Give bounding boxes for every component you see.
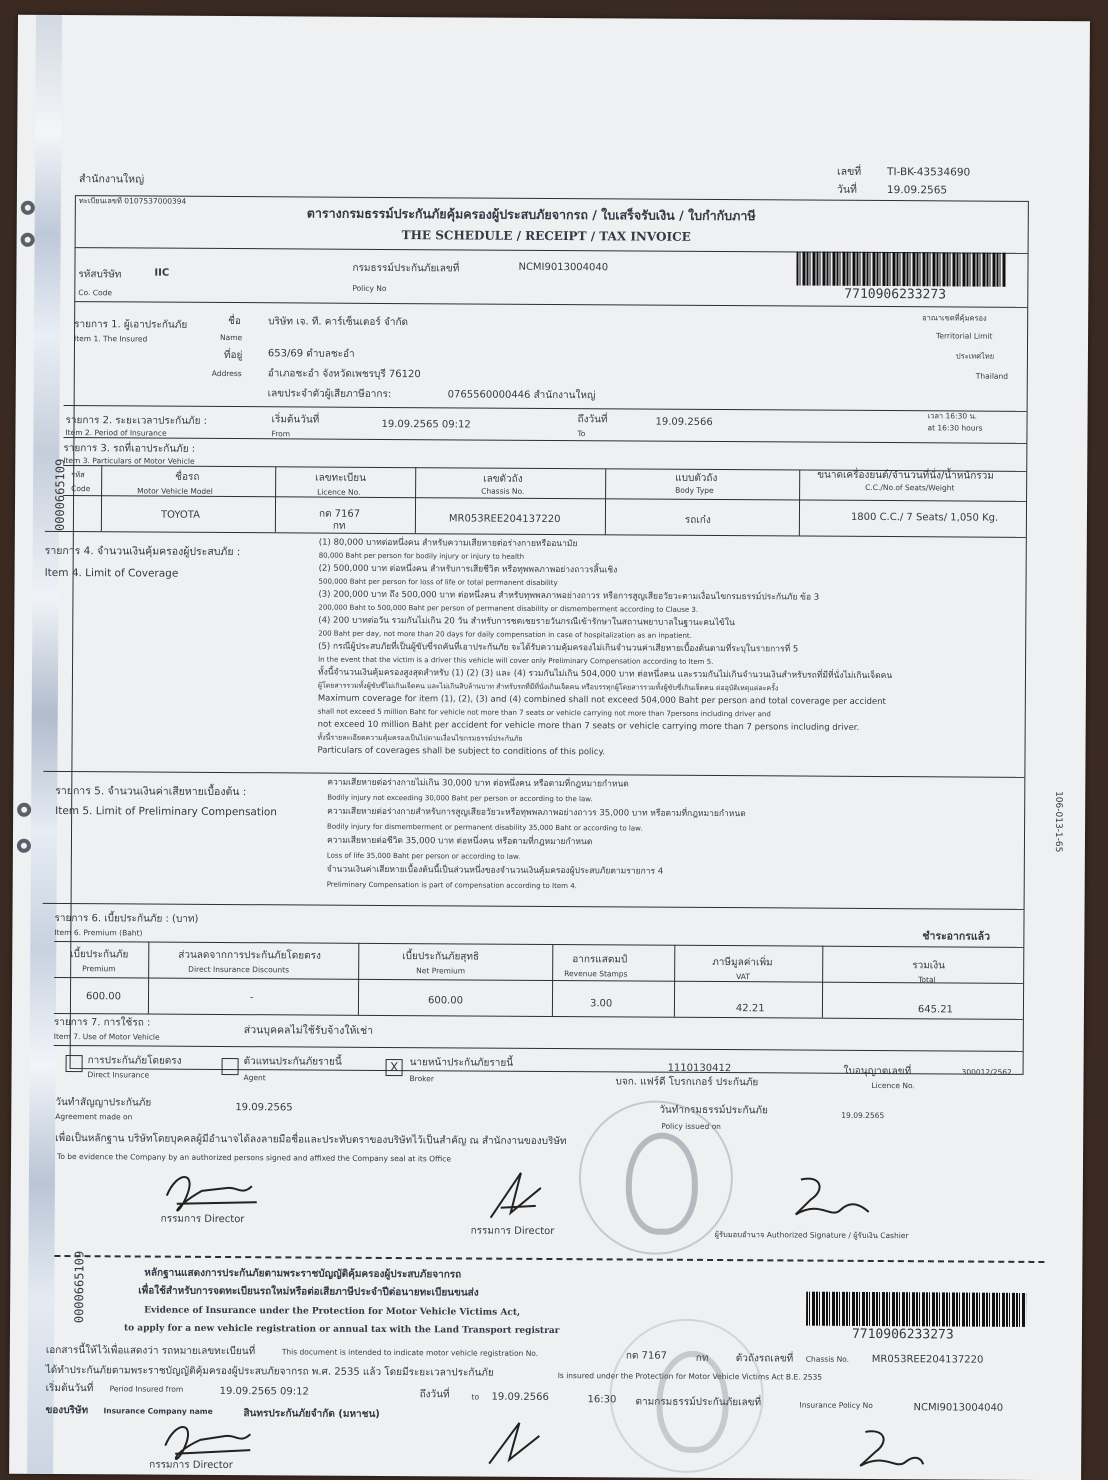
- perforation-hole: [17, 803, 31, 817]
- terms-line: 80,000 Baht per person for bodily injury or injury to health: [318, 551, 525, 561]
- name-label-en: Name: [220, 332, 243, 343]
- premium-value: 600.00: [85, 991, 122, 1003]
- stub-barcode-number: 7710906233273: [851, 1326, 954, 1343]
- vat-value: 42.21: [735, 1003, 765, 1015]
- agent-checkbox[interactable]: [222, 1058, 239, 1075]
- terms-line: ความเสียหายต่อร่างกายสำหรับการสูญเสียอวัยวะหรือทุพพลภาพอย่างถาวร 35,000 บาท หรือตามที่กฎหมายกำหนด: [327, 806, 746, 820]
- terms-line: (4) 200 บาทต่อวัน รวมกันไม่เกิน 20 วัน สำหรับการชดเชยรายวันกรณีเข้ารักษาในสถานพยาบาลในฐานะคนไข้ใน: [318, 615, 735, 629]
- serial-vertical-top: 0000665109: [52, 458, 68, 532]
- director-label-1: กรรมการ Director: [160, 1213, 245, 1226]
- tax-id-label: เลขประจำตัวผู้เสียภาษีอากร:: [267, 388, 392, 401]
- preliminary-item-label-en: Item 5. Limit of Preliminary Compensation: [55, 804, 278, 819]
- vehicle-header-licence-en: Licence No.: [317, 487, 361, 497]
- terms-line: จำนวนเงินค่าเสียหายเบื้องต้นนี้เป็นส่วนหนึ่งของจำนวนเงินคุ้มครองผู้ประสบภัยตามรายการ 4: [326, 864, 664, 877]
- vehicle-chassis: MR053REE204137220: [448, 513, 561, 526]
- period-to: 19.09.2566: [655, 416, 713, 428]
- broker-label: นายหน้าประกันภัยรายนี้: [409, 1057, 514, 1069]
- vehicle-header-chassis: เลขตัวถัง: [483, 473, 523, 485]
- tax-id: 0765560000446 สำนักงานใหญ่: [447, 389, 596, 402]
- address-label: ที่อยู่: [223, 349, 243, 362]
- usage-item-label: รายการ 7. การใช้รถ :: [53, 1016, 151, 1029]
- stub-director-signature: [155, 1416, 255, 1463]
- country-en: Thailand: [975, 371, 1009, 381]
- address-label-en: Address: [211, 368, 242, 379]
- stub-title-en-2: to apply for a new vehicle registration or annual tax with the Land Transport registrar: [123, 1323, 560, 1337]
- usage-value: ส่วนบุคคลไม่ใช้รับจ้างให้เช่า: [243, 1024, 374, 1037]
- broker-label-en: Broker: [409, 1074, 434, 1084]
- total-value: 645.21: [917, 1004, 953, 1016]
- broker-name: บจก. แฟร์ดี โบรกเกอร์ ประกันภัย: [615, 1076, 759, 1089]
- terms-line: (5) กรณีผู้ประสบภัยที่เป็นผู้ขับขี่รถคันที่เอาประกันภัย จะได้รับความคุ้มครองไม่เกินจำนวนค่าเสียหายเบื้องต้นตามที่ระบุในรายการที่ 5: [318, 641, 799, 655]
- stub-from: 19.09.2565 09:12: [219, 1385, 309, 1398]
- period-from-label: เริ่มต้นวันที่: [271, 414, 320, 426]
- issued-date: 19.09.2565: [841, 1110, 885, 1121]
- vehicle-header-engine: ขนาดเครื่องยนต์/จำนวนที่นั่ง/น้ำหนักรวม: [817, 469, 994, 482]
- title-thai: ตารางกรมธรรม์ประกันภัยคุ้มครองผู้ประสบภัยจากรถ / ใบเสร็จรับเงิน / ใบกำกับภาษี: [306, 205, 756, 224]
- period-item-label-en: Item 2. Period of Insurance: [65, 428, 167, 438]
- terms-line: Preliminary Compensation is part of compensation according to Item 4.: [326, 880, 577, 890]
- discount-value: -: [249, 992, 254, 1004]
- vat-header-en: VAT: [736, 972, 750, 982]
- terms-line: (3) 200,000 บาท ถึง 500,000 บาท ต่อหนึ่งคน สำหรับทุพพลภาพอย่างถาวร หรือการสูญเสียอวัยวะตามเงื่อนไขกรมธรรม์ประกันภัย ข้อ 3: [318, 589, 820, 603]
- territory-label: อาณาเขตที่คุ้มครอง: [922, 313, 987, 323]
- vat-header: ภาษีมูลค่าเพิ่ม: [712, 956, 773, 969]
- vehicle-header-chassis-en: Chassis No.: [481, 486, 525, 496]
- stamps-header: อากรแสตมป์: [572, 954, 628, 966]
- terms-line: Maximum coverage for item (1), (2), (3) and (4) combined shall not exceed 504,000 Baht per person and total coverage per accident: [317, 693, 886, 708]
- agreement-date: 19.09.2565: [235, 1102, 293, 1114]
- stub-to-time: 16:30: [587, 1394, 617, 1406]
- period-to-label: ถึงวันที่: [577, 414, 608, 426]
- terms-line: (2) 500,000 บาท ต่อหนึ่งคน สำหรับการเสียชีวิต หรือทุพพลภาพอย่างถาวรสิ้นเชิง: [318, 563, 618, 576]
- agreement-date-label: วันทำสัญญาประกันภัย: [55, 1096, 152, 1109]
- vehicle-header-body-en: Body Type: [675, 485, 714, 495]
- head-office-label: สำนักงานใหญ่: [78, 173, 145, 186]
- period-from: 19.09.2565 09:12: [381, 418, 471, 431]
- stub-policy-label-en: Insurance Policy No: [799, 1400, 873, 1410]
- paid-stamp-text: ชำระอากรแล้ว: [922, 930, 991, 943]
- stub-cashier-signature: [845, 1424, 925, 1472]
- direct-insurance-checkbox[interactable]: [66, 1055, 83, 1072]
- address-line-2: อำเภอชะอำ จังหวัดเพชรบุรี 76120: [267, 368, 421, 381]
- director-signature-2: [481, 1168, 551, 1224]
- stub-director-label: กรรมการ Director: [149, 1459, 233, 1472]
- vehicle-header-model: ชื่อรถ: [175, 471, 200, 483]
- policy-label-en: Policy No: [352, 283, 387, 293]
- stub-to-label: ถึงวันที่: [419, 1389, 450, 1401]
- company-seal: [578, 1100, 733, 1255]
- evidence-text: เพื่อเป็นหลักฐาน บริษัทโดยบุคคลผู้มีอำนาจได้ลงลายมือชื่อและประทับตราของบริษัทไว้เป็นสำคัญ ณ สำนักงานของบริษัท: [55, 1132, 567, 1148]
- perforation-hole: [21, 233, 35, 247]
- total-header: รวมเงิน: [912, 960, 945, 972]
- vehicle-code-label-en: Code: [71, 484, 91, 494]
- discount-header-en: Direct Insurance Discounts: [188, 964, 290, 975]
- vehicle-body: รถเก๋ง: [684, 514, 711, 526]
- terms-line: 500,000 Baht per person for loss of life or total permanent disability: [318, 577, 558, 588]
- policy-label: กรมธรรม์ประกันภัยเลขที่: [352, 262, 460, 275]
- usage-item-label-en: Item 7. Use of Motor Vehicle: [53, 1031, 160, 1042]
- stub-title-thai-1: หลักฐานแสดงการประกันภัยตามพระราชบัญญัติคุ้มครองผู้ประสบภัยจากรถ: [144, 1267, 462, 1281]
- broker-code: 1110130412: [667, 1062, 732, 1075]
- doc-date: 19.09.2565: [886, 184, 948, 197]
- stub-title-en-1: Evidence of Insurance under the Protection for Motor Vehicle Victims Act,: [144, 1305, 521, 1318]
- stub-serial-vertical: 0000665109: [72, 1250, 87, 1324]
- vehicle-item-label: รายการ 3. รถที่เอาประกันภัย :: [63, 443, 196, 455]
- address-line-1: 653/69 ตำบลชะอำ: [267, 348, 355, 360]
- premium-header: เบี้ยประกันภัย: [70, 949, 129, 961]
- terms-line: 200,000 Baht to 500,000 Baht per person of permanent disability or dismemberment according to Clause 3.: [318, 603, 699, 614]
- stub-policy: NCMI9013004040: [913, 1402, 1004, 1414]
- country: ประเทศไทย: [955, 351, 995, 361]
- form-code-vertical: 106-013-1-65: [1052, 791, 1064, 853]
- stub-company-label-en: Insurance Company name: [103, 1406, 213, 1416]
- stub-line2: ได้ทำประกันภัยตามพระราชบัญญัติคุ้มครองผู้ประสบภัยจากรถ พ.ศ. 2535 แล้ว โดยมีระยะเวลาประกันภัย: [45, 1364, 494, 1379]
- insured-name: บริษัท เจ. ที. คาร์เซ็นเตอร์ จำกัด: [268, 316, 409, 329]
- vehicle-code-label: รหัส: [71, 470, 85, 480]
- terms-line: ทั้งนี้รายละเอียดความคุ้มครองเป็นไปตามเงื่อนไขกรมธรรม์ประกันภัย: [317, 733, 523, 743]
- period-item-label: รายการ 2. ระยะเวลาประกันภัย :: [65, 415, 208, 427]
- stub-seal: [609, 1318, 764, 1473]
- vehicle-header-engine-en: C.C./No.of Seats/Weight: [865, 482, 955, 493]
- doc-no-label: เลขที่: [837, 165, 862, 178]
- director-label-2: กรรมการ Director: [470, 1225, 555, 1238]
- perforation-hole: [21, 201, 35, 215]
- agreement-date-label-en: Agreement made on: [55, 1111, 133, 1122]
- vehicle-item-label-en: Item 3. Particulars of Motor Vehicle: [63, 456, 195, 466]
- vehicle-model: TOYOTA: [160, 509, 201, 521]
- total-header-en: Total: [918, 975, 936, 985]
- terms-line: Bodily injury not exceeding 30,000 Baht per person or according to the law.: [327, 793, 593, 803]
- issued-date-label: วันทำกรมธรรม์ประกันภัย: [659, 1104, 768, 1117]
- broker-checkbox[interactable]: X: [386, 1059, 403, 1076]
- terms-line: Loss of life 35,000 Baht per person or according to law.: [326, 851, 521, 861]
- vehicle-province: กท: [332, 520, 346, 532]
- terms-line: ความเสียหายต่อร่างกายไม่เกิน 30,000 บาท ต่อหนึ่งคน หรือตามที่กฎหมายกำหนด: [327, 777, 629, 790]
- company-code-label: รหัสบริษัท: [78, 269, 122, 281]
- director-signature-1: [157, 1166, 267, 1217]
- stub-company: สินทรประกันภัยจำกัด (มหาชน): [243, 1408, 380, 1420]
- coverage-item-label: รายการ 4. จำนวนเงินคุ้มครองผู้ประสบภัย :: [44, 544, 241, 559]
- registration-number: ทะเบียนเลขที่ 0107537000394: [78, 196, 187, 206]
- stamps-value: 3.00: [589, 998, 613, 1010]
- stub-chassis: MR053REE204137220: [871, 1353, 984, 1366]
- insured-item-label: รายการ 1. ผู้เอาประกันภัย: [74, 319, 188, 331]
- licence-number: 300012/2562: [961, 1067, 1012, 1077]
- terms-line: not exceed 10 million Baht per accident for vehicle more than 7 seats or vehicle carrying more than 7 persons including driver.: [317, 719, 860, 733]
- net-premium-header-en: Net Premium: [416, 966, 466, 976]
- coverage-item-label-en: Item 4. Limit of Coverage: [44, 566, 179, 580]
- period-to-label-en: To: [577, 429, 586, 439]
- period-time-en: at 16:30 hours: [927, 423, 983, 433]
- stub-barcode: [806, 1292, 1026, 1327]
- preliminary-item-label: รายการ 5. จำนวนเงินค่าเสียหายเบื้องต้น :: [55, 784, 247, 799]
- name-label: ชื่อ: [228, 316, 241, 328]
- vehicle-licence: กต 7167: [318, 508, 361, 520]
- net-premium-value: 600.00: [427, 995, 464, 1007]
- stub-to-label-en: to: [471, 1392, 480, 1402]
- stub-director-signature-2: [479, 1418, 549, 1468]
- direct-insurance-label-en: Direct Insurance: [87, 1070, 150, 1080]
- period-time: เวลา 16:30 น.: [927, 411, 978, 421]
- stub-company-label: ของบริษัท: [45, 1404, 89, 1417]
- stub-title-thai-2: เพื่อใช้สำหรับการจดทะเบียนรถใหม่หรือต่อเสียภาษีประจำปีต่อนายทะเบียนขนส่ง: [138, 1285, 479, 1299]
- terms-line: Bodily injury for dismemberment or permanent disability 35,000 Baht or according to law.: [327, 822, 643, 833]
- terms-line: ความเสียหายต่อชีวิต 35,000 บาท ต่อหนึ่งคน หรือตามที่กฎหมายกำหนด: [326, 835, 593, 848]
- stub-plate-province: กท: [695, 1352, 709, 1364]
- cashier-label: ผู้รับมอบอำนาจ Authorized Signature / ผู้รับเงิน Cashier: [714, 1230, 909, 1241]
- company-code: IIC: [154, 267, 170, 279]
- premium-header-en: Premium: [82, 964, 116, 974]
- direct-insurance-label: การประกันภัยโดยตรง: [87, 1055, 182, 1067]
- insured-item-label-en: Item 1. The Insured: [74, 334, 148, 344]
- insurance-document: [9, 15, 1090, 1480]
- vehicle-engine: 1800 C.C./ 7 Seats/ 1,050 Kg.: [850, 511, 999, 524]
- terms-line: 200 Baht per day, not more than 20 days for daily compensation in case of hospitalization as an inpatient.: [318, 629, 692, 640]
- terms-line: Particulars of coverages shall be subject to conditions of this policy.: [317, 745, 606, 758]
- title-english: THE SCHEDULE / RECEIPT / TAX INVOICE: [401, 228, 691, 244]
- barcode-number: 7710906233273: [844, 286, 947, 303]
- premium-item-label: รายการ 6. เบี้ยประกันภัย : (บาท): [54, 912, 199, 925]
- stub-from-label-en: Period Insured from: [109, 1384, 184, 1394]
- vehicle-header-body: แบบตัวถัง: [675, 472, 718, 485]
- tear-line: [54, 1255, 1044, 1263]
- stub-line1-en: This document is intended to indicate motor vehicle registration No.: [281, 1347, 539, 1358]
- agent-label: ตัวแทนประกันภัยรายนี้: [243, 1056, 342, 1068]
- company-code-label-en: Co. Code: [78, 288, 113, 298]
- terms-line: (1) 80,000 บาทต่อหนึ่งคน สำหรับความเสียหายต่อร่างกายหรืออนามัย: [318, 537, 578, 550]
- barcode: [796, 251, 1006, 286]
- cashier-signature: [781, 1169, 871, 1226]
- issued-date-label-en: Policy issued on: [661, 1121, 721, 1132]
- perforation-hole: [17, 839, 31, 853]
- stub-line1: เอกสารนี้ให้ไว้เพื่อแสดงว่า รถหมายเลขทะเบียนที่: [45, 1344, 256, 1358]
- stub-chassis-label: ตัวถังรถเลขที่: [735, 1353, 794, 1365]
- stub-policy-label: ตามกรมธรรม์ประกันภัยเลขที่: [635, 1396, 762, 1409]
- licence-label: ใบอนุญาตเลขที่: [843, 1065, 912, 1078]
- evidence-text-en: To be evidence the Company by an authorized persons signed and affixed the Company seal at its Office: [57, 1151, 452, 1164]
- licence-label-en: Licence No.: [871, 1080, 915, 1091]
- net-premium-header: เบี้ยประกันภัยสุทธิ: [402, 951, 480, 963]
- terms-line: In the event that the victim is a driver this vehicle will cover only Preliminary Compensation according to Item 5.: [318, 655, 714, 666]
- vehicle-header-licence: เลขทะเบียน: [315, 472, 367, 484]
- policy-number: NCMI9013004040: [518, 261, 609, 274]
- vehicle-header-model-en: Motor Vehicle Model: [137, 486, 213, 496]
- territory-label-en: Territorial Limit: [936, 331, 993, 341]
- period-from-label-en: From: [271, 429, 291, 439]
- doc-date-label: วันที่: [836, 183, 857, 196]
- premium-item-label-en: Item 6. Premium (Baht): [54, 927, 143, 938]
- stub-line2-en: Is insured under the Protection for Motor Vehicle Victims Act B.E. 2535: [557, 1371, 823, 1382]
- stub-from-label: เริ่มต้นวันที่: [45, 1382, 94, 1395]
- terms-line: ผู้โดยสารรวมทั้งผู้ขับขี่ไม่เกินเจ็ดคน และไม่เกินสิบล้านบาท สำหรับรถที่มีที่นั่งเกินเจ็ดคน หรือบรรทุกผู้โดยสารรวมทั้งผู้ขับขี่เกินเจ็ดคน ต่ออุบัติเหตุแต่ละครั้ง: [317, 681, 779, 693]
- stamps-header-en: Revenue Stamps: [564, 969, 628, 979]
- terms-line: shall not exceed 5 million Baht for vehicle not more than 7 seats or vehicle carrying not more than 7persons including driver and: [317, 707, 771, 719]
- terms-line: ทั้งนี้จำนวนเงินคุ้มครองสูงสุดสำหรับ (1) (2) (3) และ (4) รวมกันไม่เกิน 504,000 บาท ต่อหนึ่งคน และรวมกันไม่เกินจำนวนเงินสำหรับรถที่มีที่นั่งไม่เกินเจ็ดคน: [317, 667, 893, 682]
- discount-header: ส่วนลดจากการประกันภัยโดยตรง: [178, 949, 321, 962]
- stub-to: 19.09.2566: [491, 1391, 549, 1403]
- doc-no: TI-BK-43534690: [887, 166, 971, 179]
- stub-chassis-label-en: Chassis No.: [805, 1354, 850, 1364]
- agent-label-en: Agent: [243, 1073, 266, 1083]
- stub-plate: กต 7167: [625, 1350, 668, 1362]
